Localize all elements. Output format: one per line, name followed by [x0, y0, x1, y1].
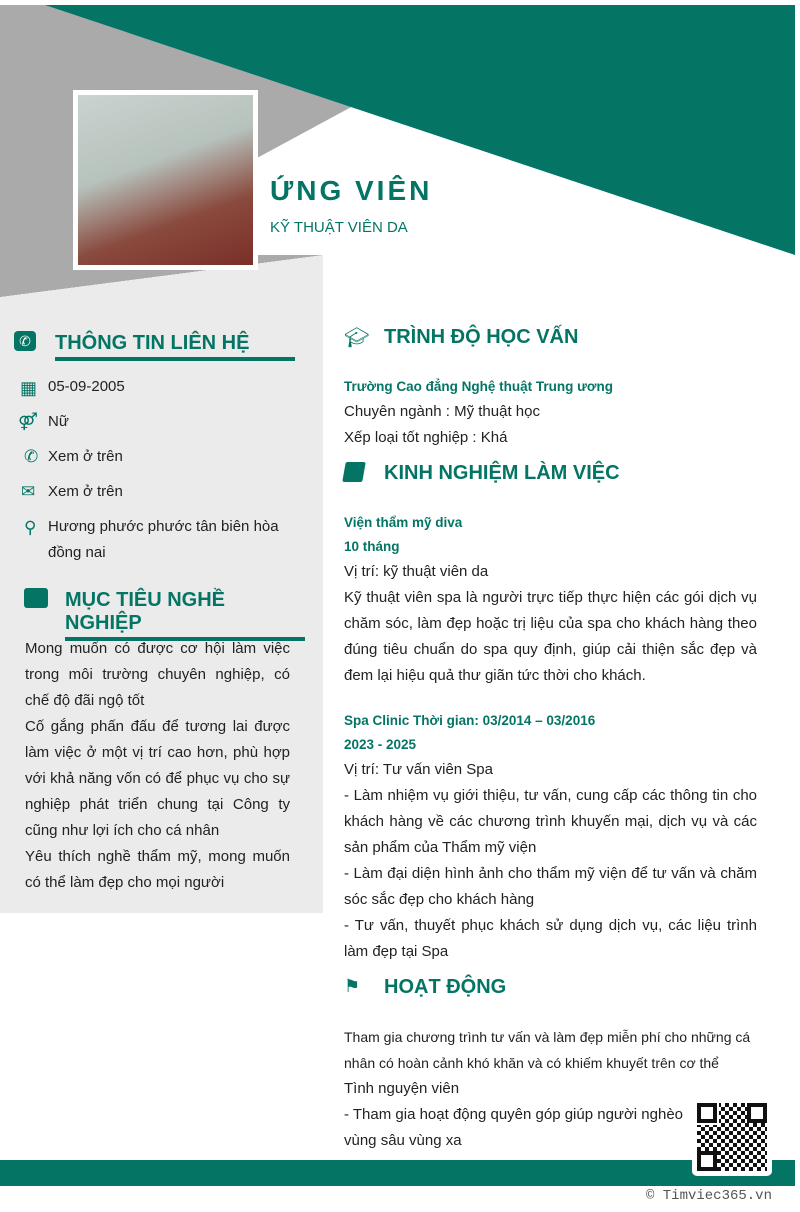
footer-band — [0, 1160, 795, 1186]
phone-icon: ✆ — [24, 447, 39, 466]
activity-text: Tham gia chương trình tư vấn và làm đẹp miễn phí cho những cá nhân có hoàn cảnh khó khăn và có khiếm khuyết trên cơ thể — [344, 1029, 751, 1071]
briefcase-icon — [24, 588, 48, 608]
copyright: © Timviec365.vn — [645, 1188, 772, 1204]
location-icon: ⚲ — [24, 518, 37, 537]
objective-text: Mong muốn có được cơ hội làm việc trong môi trường chuyên nghiệp, có chế độ đãi ngộ tốt Cố gắng phấn đấu để tương lai được làm việc ở một vị trí cao hơn, phù hợp với khả năng vốn có để phục vụ cho sự nghiệp phát triển chung tại Công ty cũng như lợi ích cho cá nhân Yêu thích nghề thẩm mỹ, mong muốn có thể làm đẹp cho mọi người — [25, 640, 290, 891]
birthdate: 05-09-2005 — [48, 378, 125, 395]
objective-heading: MỤC TIÊU NGHỀ NGHIỆP — [65, 589, 305, 641]
candidate-name: ỨNG VIÊN — [270, 175, 433, 206]
graduation-cap-icon: 🎓︎ — [344, 327, 370, 349]
company: Spa Clinic Thời gian: 03/2014 – 03/2016 — [344, 713, 596, 728]
phone: Xem ở trên — [48, 448, 123, 465]
grade: Xếp loại tốt nghiệp : Khá — [344, 429, 508, 446]
calendar-icon: ▦ — [20, 378, 38, 398]
experience-heading: KINH NGHIỆM LÀM VIỆC — [384, 462, 620, 484]
job-position: Vị trí: Tư vấn viên Spa — [344, 761, 493, 778]
job-description: - Làm nhiệm vụ giới thiệu, tư vấn, cung cấp các thông tin cho khách hàng về các chương trình khuyến mại, dịch vụ và các sản phẩm của Thẩm mỹ viện - Làm đại diện hình ảnh cho thẩm mỹ viện để tư vấn và chăm sóc sắc đẹp cho khách hàng - Tư vấn, thuyết phục khách sử dụng dịch vụ, các liệu trình làm đẹp tại Spa — [344, 787, 757, 960]
education-block — [344, 375, 759, 451]
experience-list — [344, 511, 757, 965]
job-position: Vị trí: kỹ thuật viên da — [344, 563, 489, 580]
job-title: KỸ THUẬT VIÊN DA — [270, 219, 408, 236]
avatar — [73, 90, 258, 270]
qr-code[interactable] — [692, 1098, 772, 1176]
education-heading: TRÌNH ĐỘ HỌC VẤN — [384, 326, 579, 348]
major: Chuyên ngành : Mỹ thuật học — [344, 403, 540, 420]
gender-icon: ⚤ — [18, 412, 38, 431]
address: Hương phước phước tân biên hòa đồng nai — [48, 518, 279, 561]
flag-icon: ⚑ — [344, 976, 361, 996]
job-time: 10 tháng — [344, 539, 400, 554]
phone-square-icon: ✆ — [14, 331, 36, 351]
activities-heading: HOẠT ĐỘNG — [384, 976, 507, 998]
book-icon — [342, 462, 366, 482]
email-icon: ✉ — [21, 482, 36, 501]
school-name: Trường Cao đẳng Nghệ thuật Trung ương — [344, 379, 613, 394]
activity-role: Tình nguyện viên — [344, 1080, 460, 1097]
gender: Nữ — [48, 413, 69, 430]
job-description: Kỹ thuật viên spa là người trực tiếp thực hiện các gói dịch vụ chăm sóc, làm đẹp hoặc trị liệu của spa cho khách hàng theo đúng tiêu chuẩn do spa quy định, giúp cải thiện sắc đẹp và đem lại hiệu quả thư giãn tức thời cho khách. — [344, 589, 757, 684]
company: Viện thẩm mỹ diva — [344, 515, 463, 530]
contact-heading: THÔNG TIN LIÊN HỆ — [55, 332, 295, 361]
activity-detail: - Tham gia hoạt động quyên góp giúp người nghèo vùng sâu vùng xa — [344, 1106, 684, 1149]
job-time: 2023 - 2025 — [344, 737, 417, 752]
email: Xem ở trên — [48, 483, 123, 500]
